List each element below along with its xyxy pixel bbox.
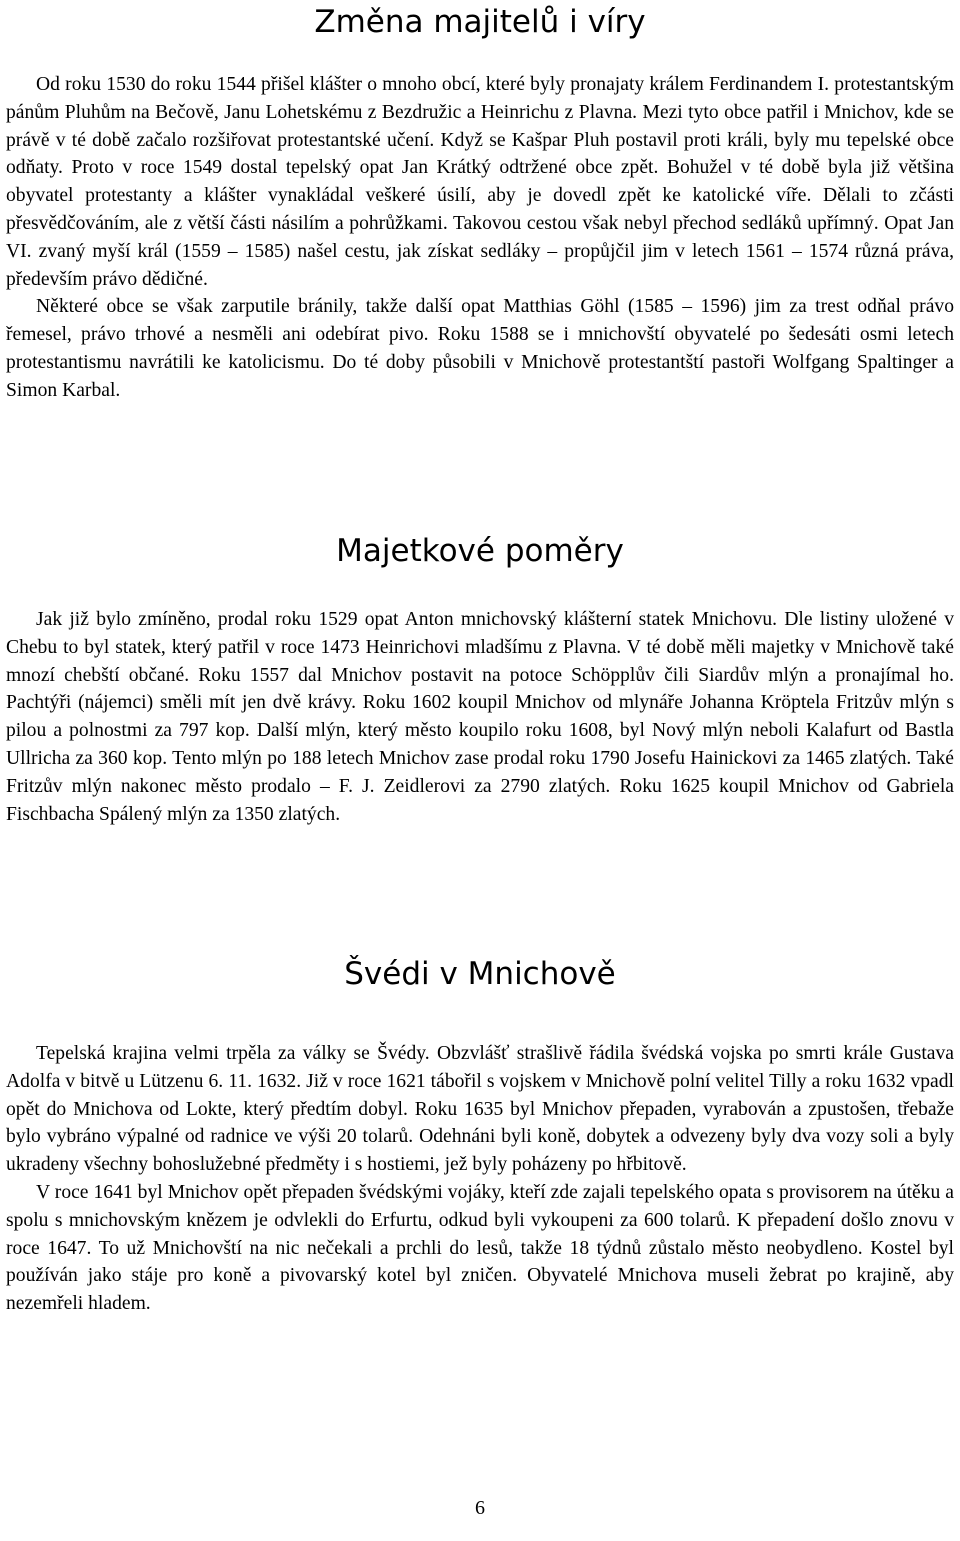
section-heading-change-of-owners: Změna majitelů i víry	[314, 4, 646, 40]
page-number: 6	[475, 1497, 485, 1519]
paragraph: V roce 1641 byl Mnichov opět přepaden švédskými vojáky, kteří zde zajali tepelského opata s provisorem na útěku a spolu s mnichovským knězem je odvlekli do Erfurtu, odkud byli vykoupeni za 600 tolarů. K přepadení došlo znovu v roce 1647. To už Mnichovští na nic nečekali a prchli do lesů, takže 18 týdnů zůstalo město neobydleno. Kostel byl používán jako stáje pro koně a pivovarský kotel byl zničen. Obyvatelé Mnichova museli žebrat po krajině, aby nezemřeli hladem.	[6, 1181, 954, 1315]
section-body-change-of-owners	[6, 71, 954, 405]
paragraph: Některé obce se však zarputile bránily, takže další opat Matthias Göhl (1585 – 1596) jim za trest odňal právo řemesel, právo trhové a nesměli ani odebírat pivo. Roku 1588 se i mnichovští obyvatelé po šedesáti osmi letech protestantismu navrátili ke katolicismu. Do té doby působili v Mnichově protestantští pastoři Wolfgang Spaltinger a Simon Karbal.	[6, 296, 954, 401]
section-body-property	[6, 606, 954, 828]
section-heading-property: Majetkové poměry	[336, 533, 624, 569]
section-heading-swedes: Švédi v Mnichově	[344, 956, 616, 992]
paragraph: Tepelská krajina velmi trpěla za války se Švédy. Obzvlášť strašlivě řádila švédská vojska po smrti krále Gustava Adolfa v bitvě u Lützenu 6. 11. 1632. Již v roce 1621 tábořil s vojskem v Mnichově polní velitel Tilly a roku 1632 vpadl opět do Mnichova od Lokte, který předtím dobyl. Roku 1635 byl Mnichov přepaden, vyrabován a zpustošen, třebaže bylo vybráno výpalné od radnice ve výši 20 tolarů. Odehnáni byli koně, dobytek a odvezeny byly dva vozy soli a byly ukradeny všechny bohoslužebné předměty i s hostiemi, jež byly poházeny po hřbitově.	[6, 1043, 954, 1176]
paragraph: Jak již bylo zmíněno, prodal roku 1529 opat Anton mnichovský klášterní statek Mnichovu. Dle listiny uložené v Chebu to byl statek, který patřil v roce 1473 Heinrichovi mladšímu z Plavna. V té době měli majetky v Mnichově také mnozí chebští občané. Roku 1557 dal Mnichov postavit na potoce Schöpplův čili Siardův mlýn a pronajímal ho. Pachtýři (nájemci) směli mít jen dvě krávy. Roku 1602 koupil Mnichov od mlynáře Johanna Kröptela Fritzův mlýn s pilou a polnostmi za 797 kop. Další mlýn, který město koupilo roku 1608, byl Nový mlýn neboli Kalafurt od Bastla Ullricha za 360 kop. Tento mlýn po 188 letech Mnichov zase prodal roku 1790 Josefu Hainickovi za 1465 zlatých. Také Fritzův mlýn nakonec město prodalo – F. J. Zeidlerovi za 2790 zlatých. Roku 1625 koupil Mnichov od Gabriela Fischbacha Spálený mlýn za 1350 zlatých.	[6, 609, 954, 825]
section-body-swedes	[6, 1040, 954, 1318]
paragraph: Od roku 1530 do roku 1544 přišel klášter o mnoho obcí, které byly pronajaty králem Ferdinandem I. protestantským pánům Pluhům na Bečově, Janu Lohetskému z Bezdružic a Heinrichu z Plavna. Mezi tyto obce patřil i Mnichov, kde se právě v té době začalo rozšiřovat protestantské učení. Když se Kašpar Pluh postavil proti králi, byly mu tepelské obce odňaty. Proto v roce 1549 dostal tepelský opat Jan Krátký odtržené obce zpět. Bohužel v té době byla již většina obyvatel protestanty a klášter vynakládal veškeré úsilí, aby je dovedl zpět ke katolické víře. Dělali to zčásti přesvědčováním, ale z větší části násilím a pohrůžkami. Takovou cestou však nebyl přechod sedláků upřímný. Opat Jan VI. zvaný myší král (1559 – 1585) našel cestu, jak získat sedláky – propůjčil jim v letech 1561 – 1574 různá práva, především právo dědičné.	[6, 74, 954, 290]
